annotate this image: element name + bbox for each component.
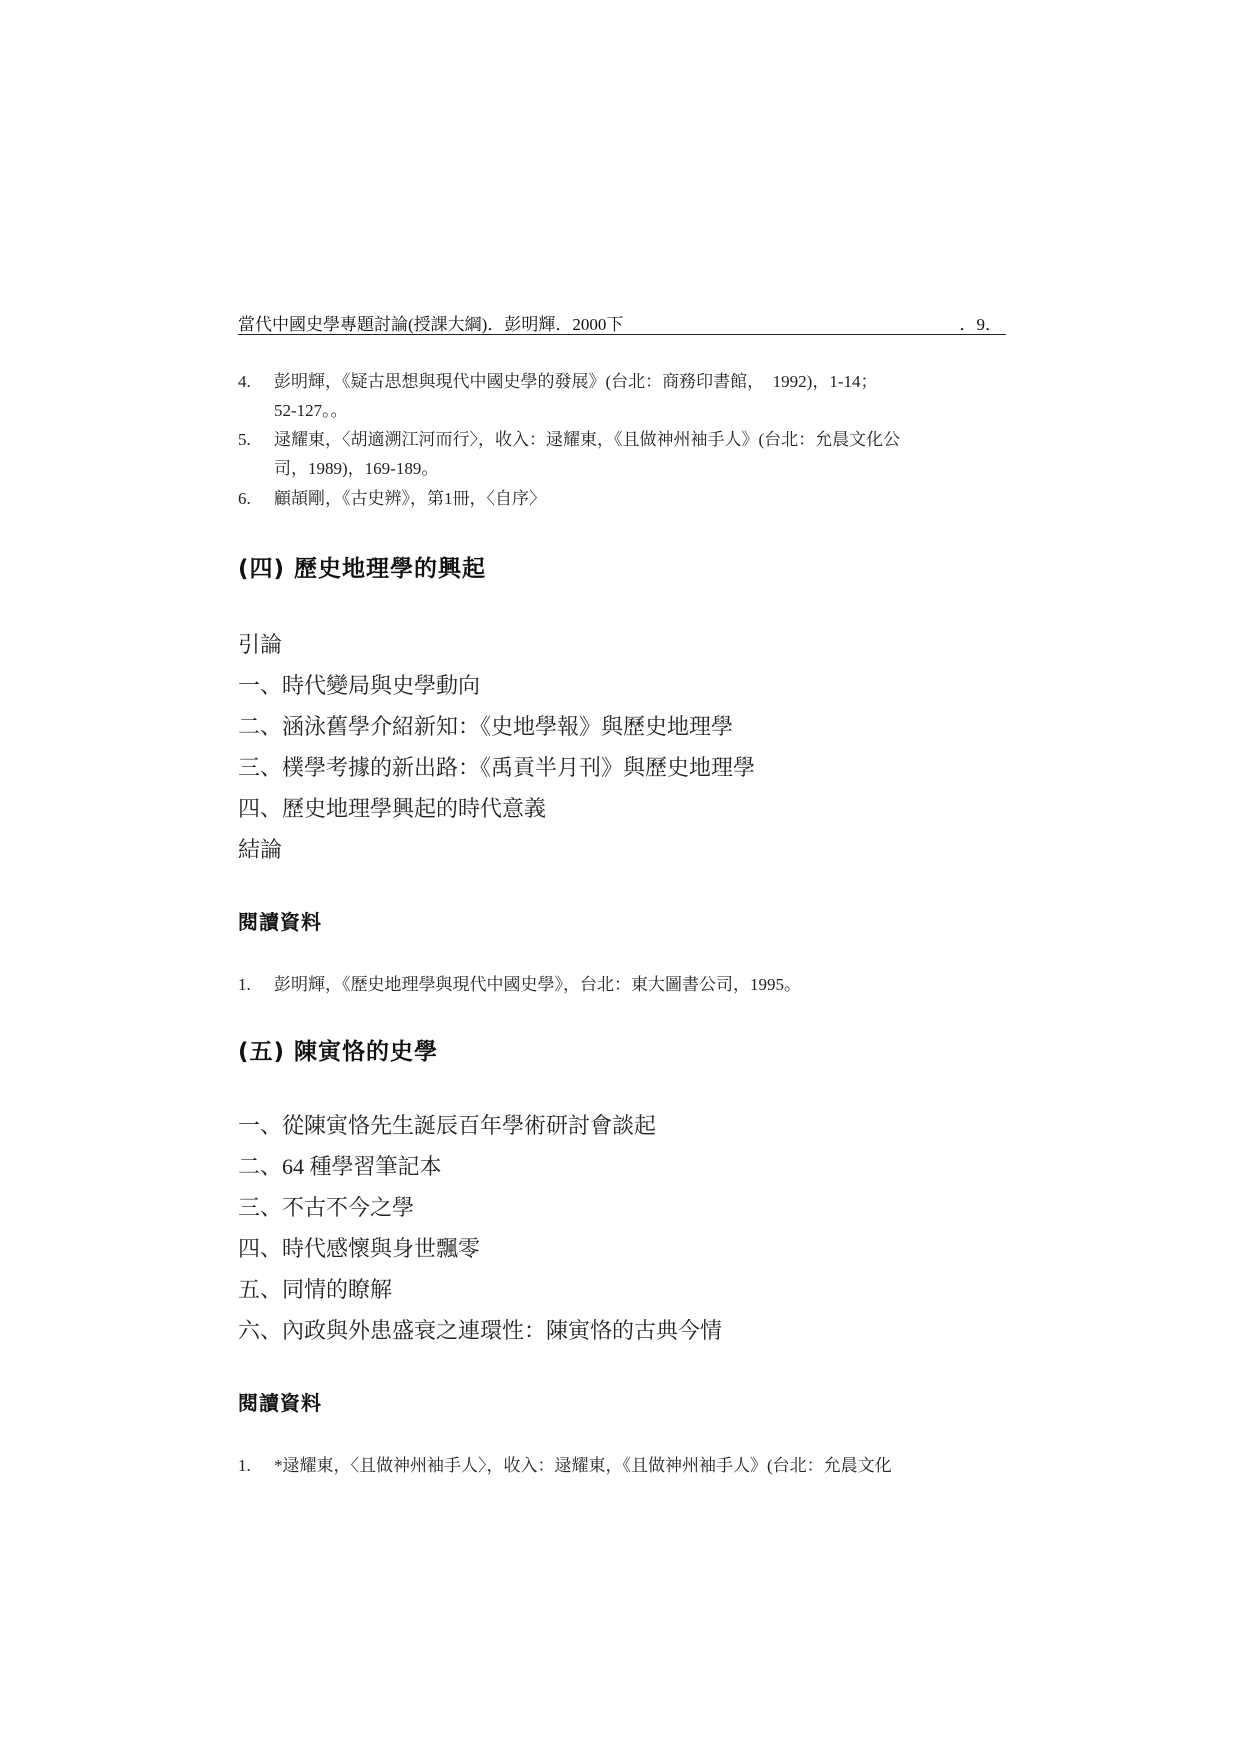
outline-item: 三、樸學考據的新出路：《禹貢半月刊》與歷史地理學 — [238, 755, 756, 780]
reference-text: 逯耀東，〈胡適溯江河而行〉，收入：逯耀東，《且做神州袖手人》(台北：允晨文化公 — [274, 430, 901, 449]
reference-number: 1. — [238, 1456, 251, 1475]
section-heading: (四) 歷史地理學的興起 — [238, 556, 487, 582]
reference-number: 1. — [238, 975, 251, 994]
outline-item: 五、同情的瞭解 — [238, 1277, 393, 1302]
reference-text: 司，1989)，169-189。 — [274, 459, 439, 478]
outline-item: 引論 — [238, 632, 283, 657]
page-header — [238, 310, 1006, 335]
outline-item: 四、時代感懷與身世飄零 — [238, 1236, 481, 1261]
reading-heading: 閱讀資料 — [238, 910, 322, 934]
reference-text: 彭明輝，《疑古思想與現代中國史學的發展》(台北：商務印書館， 1992)，1-14； — [274, 372, 878, 391]
section-heading: (五) 陳寅恪的史學 — [238, 1039, 439, 1065]
reference-number: 4. — [238, 372, 251, 391]
reference-number: 6. — [238, 489, 251, 508]
outline-item: 二、64 種學習筆記本 — [238, 1154, 442, 1179]
outline-item: 三、不古不今之學 — [238, 1195, 415, 1220]
header-title: 當代中國史學專題討論(授課大綱)．彭明輝．2000下 — [238, 315, 624, 334]
outline-item: 二、涵泳舊學介紹新知：《史地學報》與歷史地理學 — [238, 714, 734, 739]
outline-item: 一、從陳寅恪先生誕辰百年學術研討會談起 — [238, 1113, 657, 1138]
outline-item: 六、內政與外患盛衰之連環性：陳寅恪的古典今情 — [238, 1318, 723, 1343]
outline-item: 一、時代變局與史學動向 — [238, 673, 481, 698]
reference-text: *逯耀東，〈且做神州袖手人〉，收入：逯耀東，《且做神州袖手人》(台北：允晨文化 — [274, 1456, 892, 1475]
page-number: ．9． — [959, 315, 1002, 334]
reference-text: 52-127。。 — [274, 401, 348, 420]
outline-item: 結論 — [238, 837, 283, 862]
reference-text: 彭明輝，《歷史地理學與現代中國史學》，台北：東大圖書公司，1995。 — [274, 975, 801, 994]
reference-number: 5. — [238, 430, 251, 449]
outline-item: 四、歷史地理學興起的時代意義 — [238, 796, 547, 821]
reading-heading: 閱讀資料 — [238, 1391, 322, 1415]
reference-text: 顧頡剛，《古史辨》，第1冊，〈自序〉 — [274, 489, 546, 508]
